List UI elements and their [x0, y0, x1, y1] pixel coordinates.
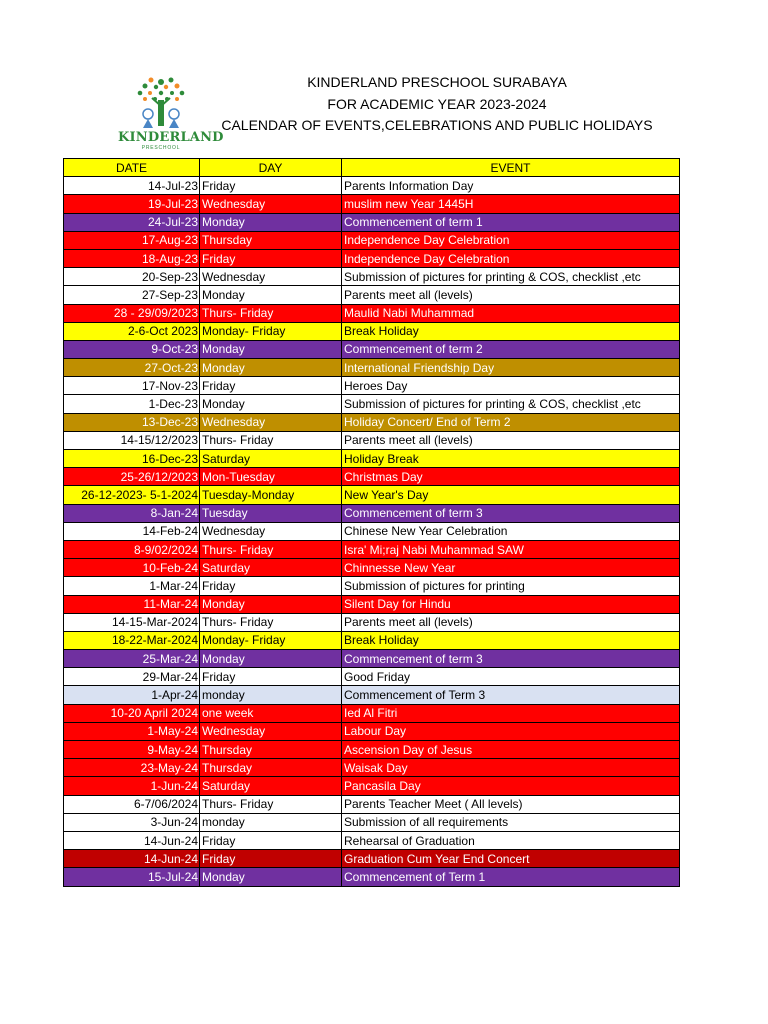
column-header-date: DATE — [64, 159, 200, 177]
table-row — [64, 868, 680, 886]
table-row — [64, 613, 680, 631]
table-row — [64, 268, 680, 286]
date-cell: 14-Jun-24 — [64, 831, 200, 849]
event-cell: Holiday Concert/ End of Term 2 — [342, 413, 680, 431]
event-cell: Chinnesse New Year — [342, 559, 680, 577]
day-cell: Tuesday — [200, 504, 342, 522]
table-row — [64, 759, 680, 777]
table-row — [64, 468, 680, 486]
event-cell: Rehearsal of Graduation — [342, 831, 680, 849]
day-cell: Monday — [200, 650, 342, 668]
date-cell: 14-Feb-24 — [64, 522, 200, 540]
date-cell: 1-May-24 — [64, 722, 200, 740]
table-row — [64, 831, 680, 849]
event-cell: Silent Day for Hindu — [342, 595, 680, 613]
day-cell: monday — [200, 686, 342, 704]
table-row — [64, 668, 680, 686]
day-cell: Wednesday — [200, 722, 342, 740]
event-cell: Ascension Day of Jesus — [342, 741, 680, 759]
date-cell: 3-Jun-24 — [64, 813, 200, 831]
day-cell: Monday — [200, 868, 342, 886]
event-cell: Break Holiday — [342, 631, 680, 649]
day-cell: Saturday — [200, 450, 342, 468]
day-cell: Thursday — [200, 759, 342, 777]
event-cell: Waisak Day — [342, 759, 680, 777]
table-row — [64, 213, 680, 231]
day-cell: Wednesday — [200, 522, 342, 540]
table-row — [64, 231, 680, 249]
date-cell: 1-Apr-24 — [64, 686, 200, 704]
date-cell: 27-Oct-23 — [64, 359, 200, 377]
date-cell: 23-May-24 — [64, 759, 200, 777]
date-cell: 11-Mar-24 — [64, 595, 200, 613]
date-cell: 26-12-2023- 5-1-2024 — [64, 486, 200, 504]
event-cell: Holiday Break — [342, 450, 680, 468]
table-row — [64, 431, 680, 449]
event-cell: Submission of pictures for printing & COS, checklist ,etc — [342, 268, 680, 286]
day-cell: Thursday — [200, 231, 342, 249]
event-cell: Good Friday — [342, 668, 680, 686]
table-row — [64, 286, 680, 304]
table-row — [64, 795, 680, 813]
event-cell: Labour Day — [342, 722, 680, 740]
table-row — [64, 395, 680, 413]
table-body — [64, 177, 680, 886]
date-cell: 1-Dec-23 — [64, 395, 200, 413]
event-cell: Isra' Mi;raj Nabi Muhammad SAW — [342, 540, 680, 558]
table-row — [64, 249, 680, 267]
day-cell: Thurs- Friday — [200, 613, 342, 631]
event-cell: Maulid Nabi Muhammad — [342, 304, 680, 322]
event-cell: Submission of pictures for printing — [342, 577, 680, 595]
event-cell: New Year's Day — [342, 486, 680, 504]
date-cell: 10-Feb-24 — [64, 559, 200, 577]
academic-year-title: FOR ACADEMIC YEAR 2023-2024 — [327, 95, 547, 112]
day-cell: Mon-Tuesday — [200, 468, 342, 486]
date-cell: 14-Jun-24 — [64, 850, 200, 868]
event-cell: Parents meet all (levels) — [342, 431, 680, 449]
column-header-event: EVENT — [342, 159, 680, 177]
school-logo — [118, 72, 224, 154]
day-cell: Thurs- Friday — [200, 795, 342, 813]
table-row — [64, 177, 680, 195]
day-cell: Monday — [200, 395, 342, 413]
table-row — [64, 686, 680, 704]
day-cell: Monday- Friday — [200, 322, 342, 340]
day-cell: one week — [200, 704, 342, 722]
table-row — [64, 540, 680, 558]
event-cell: Graduation Cum Year End Concert — [342, 850, 680, 868]
event-cell: Parents Information Day — [342, 177, 680, 195]
day-cell: Monday — [200, 286, 342, 304]
event-cell: Commencement of term 2 — [342, 340, 680, 358]
table-row — [64, 522, 680, 540]
date-cell: 29-Mar-24 — [64, 668, 200, 686]
day-cell: Friday — [200, 249, 342, 267]
document-header — [212, 72, 662, 137]
column-header-day: DAY — [200, 159, 342, 177]
day-cell: Wednesday — [200, 268, 342, 286]
table-row — [64, 577, 680, 595]
events-calendar-table — [63, 158, 680, 887]
event-cell: Heroes Day — [342, 377, 680, 395]
day-cell: Friday — [200, 377, 342, 395]
table-row — [64, 722, 680, 740]
table-row — [64, 195, 680, 213]
date-cell: 17-Aug-23 — [64, 231, 200, 249]
event-cell: Submission of pictures for printing & COS, checklist ,etc — [342, 395, 680, 413]
date-cell: 19-Jul-23 — [64, 195, 200, 213]
table-row — [64, 813, 680, 831]
table-row — [64, 704, 680, 722]
date-cell: 2-6-Oct 2023 — [64, 322, 200, 340]
tree-logo-icon — [118, 72, 204, 132]
date-cell: 1-Jun-24 — [64, 777, 200, 795]
event-cell: Parents Teacher Meet ( All levels) — [342, 795, 680, 813]
calendar-title: CALENDAR OF EVENTS,CELEBRATIONS AND PUBLIC HOLIDAYS — [221, 117, 653, 133]
table-row — [64, 450, 680, 468]
day-cell: Tuesday-Monday — [200, 486, 342, 504]
day-cell: Wednesday — [200, 195, 342, 213]
event-cell: Commencement of term 1 — [342, 213, 680, 231]
date-cell: 27-Sep-23 — [64, 286, 200, 304]
table-row — [64, 340, 680, 358]
table-row — [64, 650, 680, 668]
day-cell: Monday — [200, 359, 342, 377]
table-row — [64, 631, 680, 649]
day-cell: Monday — [200, 213, 342, 231]
date-cell: 17-Nov-23 — [64, 377, 200, 395]
event-cell: Break Holiday — [342, 322, 680, 340]
table-row — [64, 595, 680, 613]
event-cell: Parents meet all (levels) — [342, 286, 680, 304]
date-cell: 14-15/12/2023 — [64, 431, 200, 449]
day-cell: Saturday — [200, 559, 342, 577]
event-cell: Parents meet all (levels) — [342, 613, 680, 631]
logo-subtitle: PRESCHOOL — [141, 145, 181, 151]
date-cell: 18-22-Mar-2024 — [64, 631, 200, 649]
day-cell: Saturday — [200, 777, 342, 795]
date-cell: 13-Dec-23 — [64, 413, 200, 431]
date-cell: 6-7/06/2024 — [64, 795, 200, 813]
day-cell: Thursday — [200, 741, 342, 759]
event-cell: International Friendship Day — [342, 359, 680, 377]
event-cell: Commencement of Term 1 — [342, 868, 680, 886]
day-cell: Thurs- Friday — [200, 304, 342, 322]
table-row — [64, 304, 680, 322]
table-row — [64, 741, 680, 759]
table-header-row — [64, 159, 680, 177]
event-cell: Christmas Day — [342, 468, 680, 486]
date-cell: 1-Mar-24 — [64, 577, 200, 595]
table-row — [64, 850, 680, 868]
table-row — [64, 777, 680, 795]
table-row — [64, 559, 680, 577]
day-cell: Friday — [200, 850, 342, 868]
event-cell: muslim new Year 1445H — [342, 195, 680, 213]
event-cell: Ied Al Fitri — [342, 704, 680, 722]
event-cell: Chinese New Year Celebration — [342, 522, 680, 540]
date-cell: 20-Sep-23 — [64, 268, 200, 286]
date-cell: 14-15-Mar-2024 — [64, 613, 200, 631]
date-cell: 28 - 29/09/2023 — [64, 304, 200, 322]
date-cell: 14-Jul-23 — [64, 177, 200, 195]
day-cell: Friday — [200, 177, 342, 195]
school-title: KINDERLAND PRESCHOOL SURABAYA — [307, 74, 567, 90]
table-row — [64, 377, 680, 395]
event-cell: Submission of all requirements — [342, 813, 680, 831]
event-cell: Independence Day Celebration — [342, 249, 680, 267]
event-cell: Commencement of term 3 — [342, 504, 680, 522]
day-cell: Thurs- Friday — [200, 540, 342, 558]
date-cell: 24-Jul-23 — [64, 213, 200, 231]
table-row — [64, 486, 680, 504]
date-cell: 18-Aug-23 — [64, 249, 200, 267]
date-cell: 25-Mar-24 — [64, 650, 200, 668]
logo-name: KINDERLAND — [118, 130, 224, 145]
date-cell: 9-May-24 — [64, 741, 200, 759]
event-cell: Commencement of term 3 — [342, 650, 680, 668]
date-cell: 8-Jan-24 — [64, 504, 200, 522]
date-cell: 10-20 April 2024 — [64, 704, 200, 722]
table-row — [64, 322, 680, 340]
table-row — [64, 359, 680, 377]
date-cell: 16-Dec-23 — [64, 450, 200, 468]
day-cell: Friday — [200, 577, 342, 595]
day-cell: Monday — [200, 340, 342, 358]
day-cell: Monday — [200, 595, 342, 613]
day-cell: Monday- Friday — [200, 631, 342, 649]
event-cell: Pancasila Day — [342, 777, 680, 795]
event-cell: Commencement of Term 3 — [342, 686, 680, 704]
date-cell: 15-Jul-24 — [64, 868, 200, 886]
table-row — [64, 413, 680, 431]
event-cell: Independence Day Celebration — [342, 231, 680, 249]
day-cell: monday — [200, 813, 342, 831]
table-row — [64, 504, 680, 522]
day-cell: Friday — [200, 831, 342, 849]
date-cell: 8-9/02/2024 — [64, 540, 200, 558]
day-cell: Thurs- Friday — [200, 431, 342, 449]
day-cell: Wednesday — [200, 413, 342, 431]
date-cell: 9-Oct-23 — [64, 340, 200, 358]
date-cell: 25-26/12/2023 — [64, 468, 200, 486]
day-cell: Friday — [200, 668, 342, 686]
